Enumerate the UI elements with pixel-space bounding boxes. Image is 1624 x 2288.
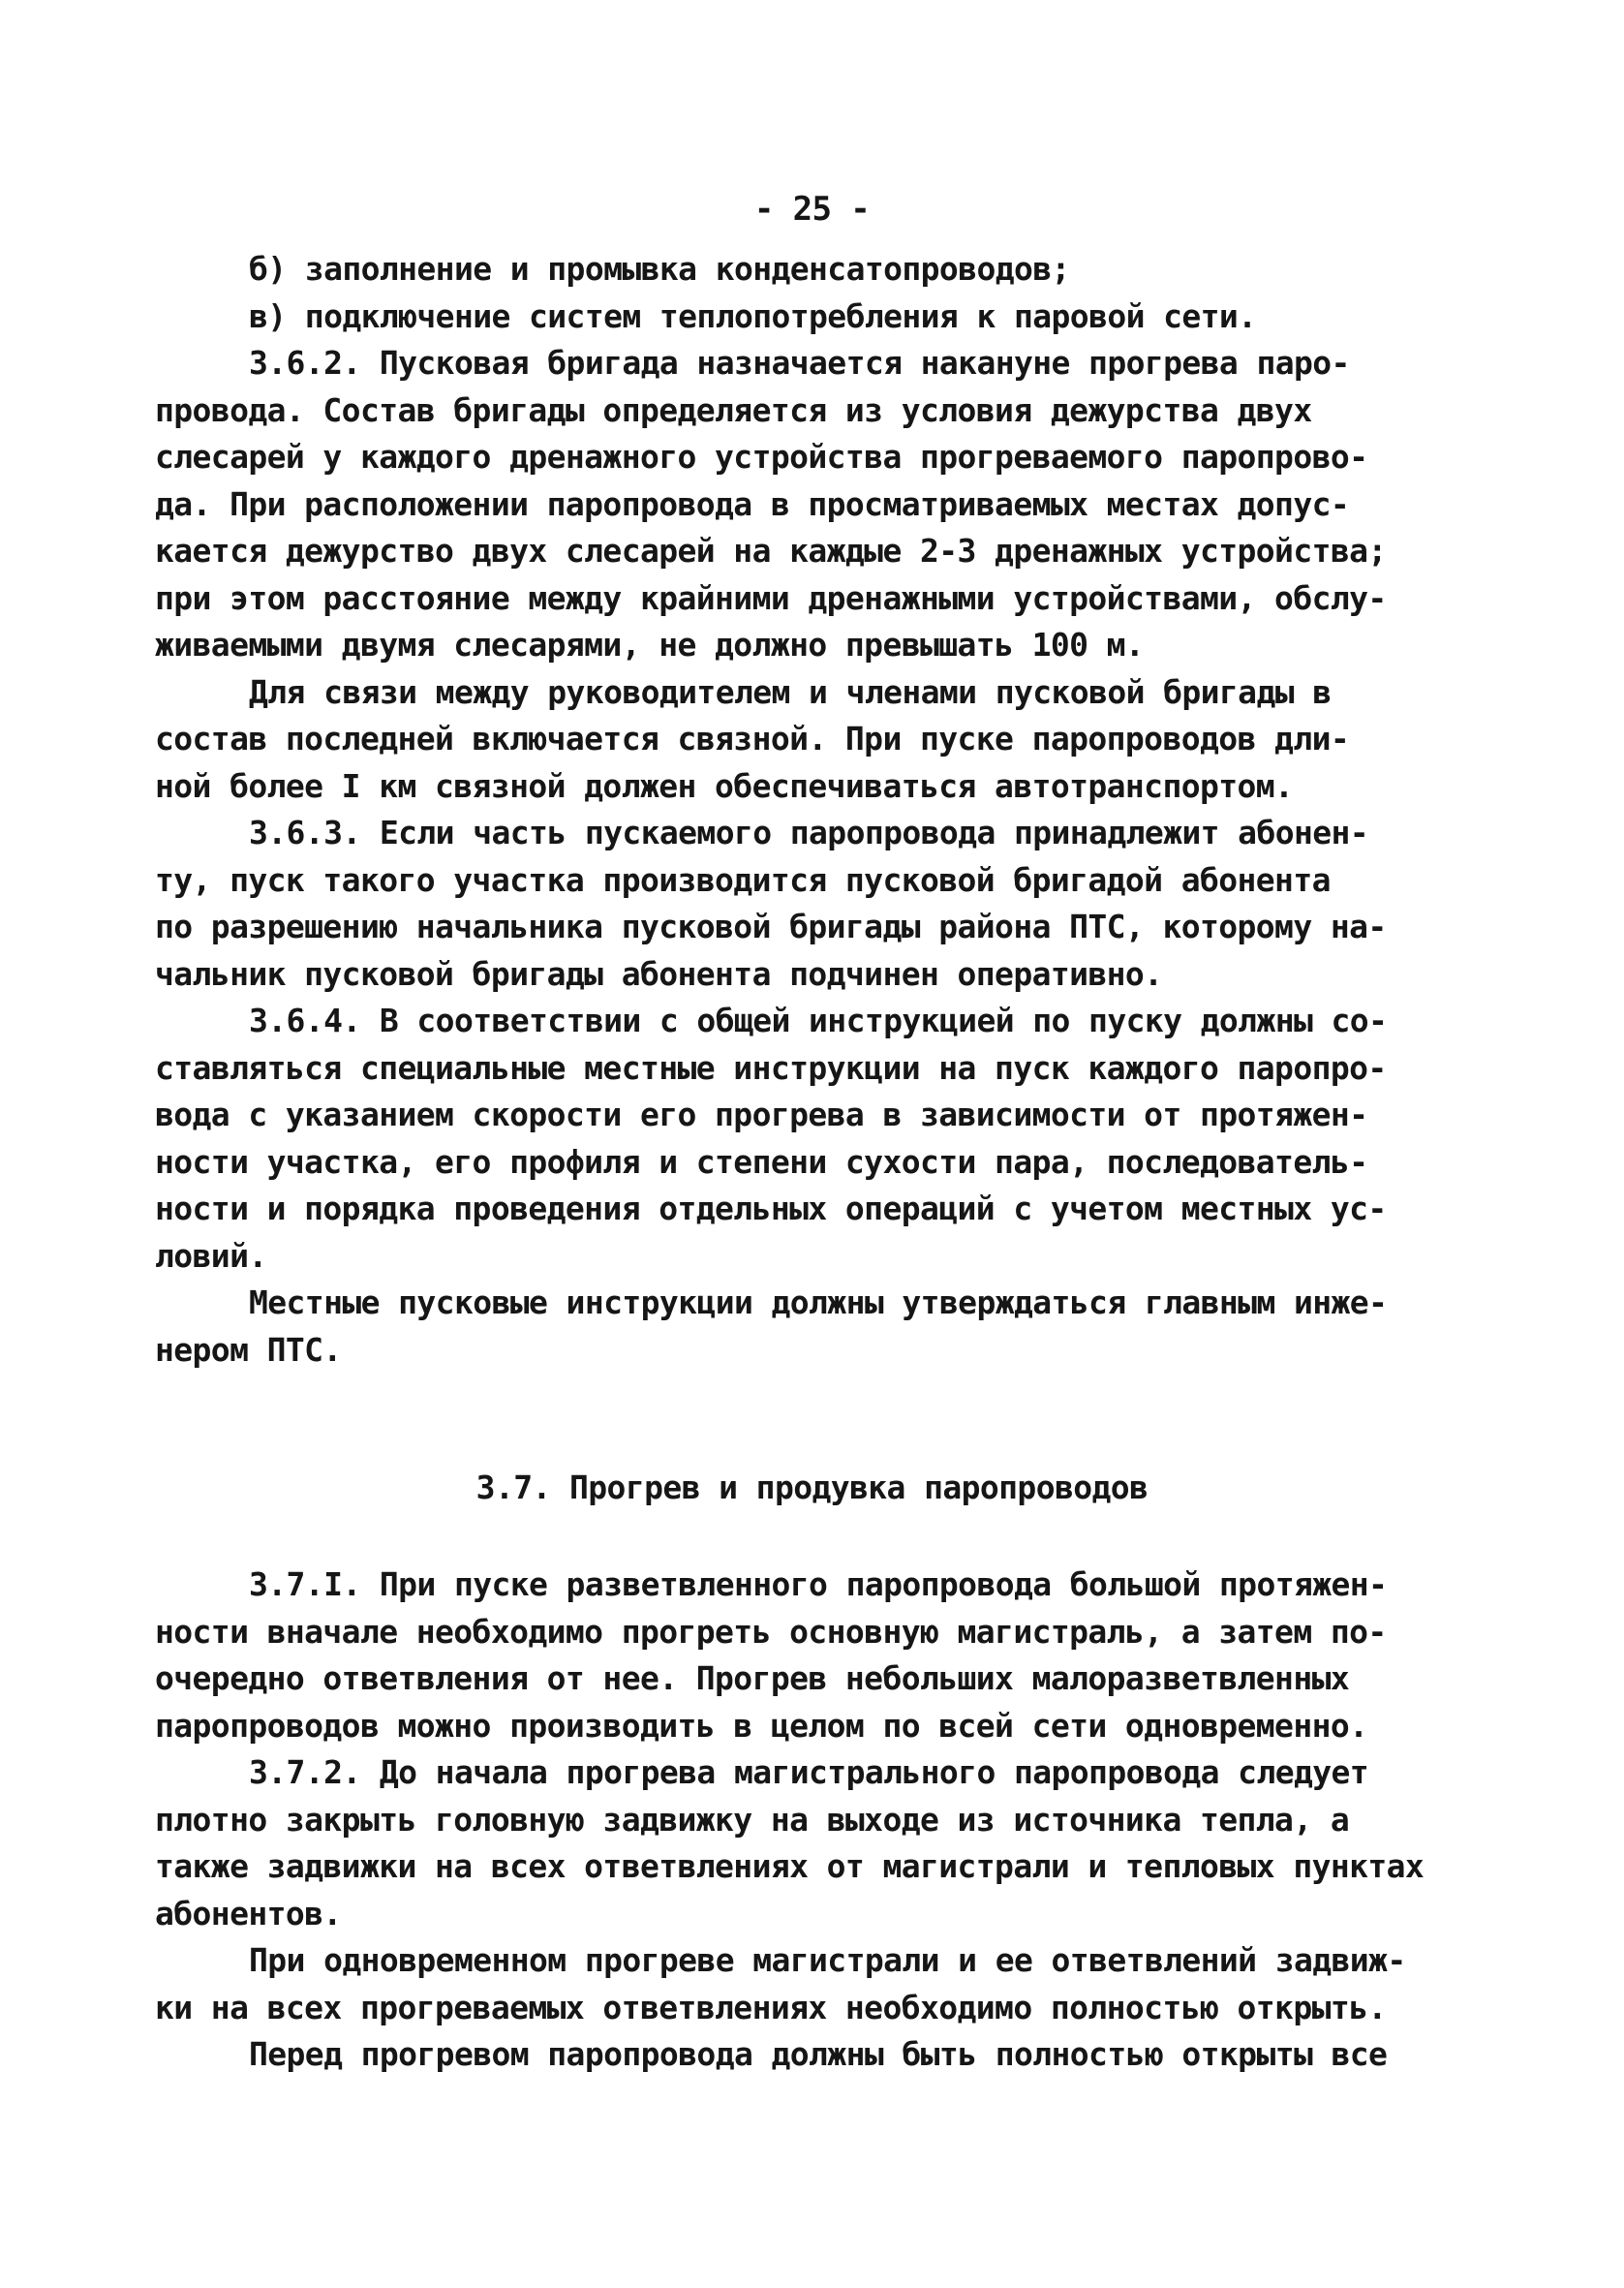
text-line: абонентов. [155, 1894, 342, 1932]
section-heading: 3.7. Прогрев и продувка паропроводов [475, 1469, 1149, 1506]
text-line: да. При расположении паропровода в просматриваемых местах допус- [155, 484, 1350, 523]
text-line: б) заполнение и промывка конденсатопроводов; [249, 250, 1070, 288]
paragraph-3-6-2-start: 3.6.2. Пусковая бригада назначается накануне прогрева паро- [249, 344, 1350, 382]
text-line: ставляться специальные местные инструкции на пуск каждого паропро- [155, 1048, 1387, 1087]
text-line: кается дежурство двух слесарей на каждые 2-3 дренажных устройства; [155, 532, 1387, 570]
text-line: ности и порядка проведения отдельных операций с учетом местных ус- [155, 1190, 1387, 1227]
text-line: живаемыми двумя слесарями, не должно превышать 100 м. [155, 626, 1145, 664]
text-line: чальник пусковой бригады абонента подчинен оперативно. [155, 954, 1163, 993]
paragraph-3-7-2-start: 3.7.2. До начала прогрева магистрального паропровода следует [249, 1753, 1369, 1791]
section-3-7-text [155, 1561, 1501, 2079]
text-line: также задвижки на всех ответвлениях от магистрали и тепловых пунктах [155, 1847, 1425, 1885]
page-number: - 25 - [753, 190, 871, 229]
text-line: паропроводов можно производить в целом по всей сети одновременно. [155, 1706, 1368, 1745]
text-line: плотно закрыть головную задвижку на выходе из источника тепла, а [155, 1800, 1350, 1839]
text-line: ной более I км связной должен обеспечиваться автотранспортом. [155, 766, 1294, 805]
text-line: по разрешению начальника пусковой бригады района ПТС, которому на- [155, 908, 1387, 945]
text-line: ки на всех прогреваемых ответвлениях необходимо полностью открыть. [155, 1988, 1387, 2026]
text-line: при этом расстояние между крайними дренажными устройствами, обслу- [155, 578, 1387, 617]
text-line: в) подключение систем теплопотребления к паровой сети. [249, 296, 1257, 335]
paragraph-simultaneous-heating-start: При одновременном прогреве магистрали и ее ответвлений задвиж- [249, 1941, 1406, 1979]
text-line: состав последней включается связной. При пуске паропроводов дли- [155, 720, 1350, 758]
text-line: нером ПТС. [155, 1330, 342, 1369]
paragraph-communication-start: Для связи между руководителем и членами пусковой бригады в [249, 672, 1332, 711]
text-line: очередно ответвления от нее. Прогрев небольших малоразветвленных [155, 1659, 1350, 1697]
paragraph-3-6-3-start: 3.6.3. Если часть пускаемого паропровода принадлежит абонен- [249, 814, 1369, 851]
section-3-6-text [155, 246, 1501, 1374]
text-line: ности участка, его профиля и степени сухости пара, последователь- [155, 1142, 1368, 1181]
text-line: ности вначале необходимо прогреть основную магистраль, а затем по- [155, 1612, 1387, 1651]
text-line: слесарей у каждого дренажного устройства прогреваемого паропрово- [155, 438, 1368, 476]
paragraph-before-heating-start: Перед прогревом паропровода должны быть полностью открыты все [249, 2035, 1388, 2073]
text-line: вода с указанием скорости его прогрева в зависимости от протяжен- [155, 1096, 1368, 1133]
paragraph-3-7-1-start: 3.7.I. При пуске разветвленного паропровода большой протяжен- [249, 1565, 1388, 1603]
text-line: ловий. [155, 1236, 267, 1275]
text-line: провода. Состав бригады определяется из условия дежурства двух [155, 390, 1312, 429]
paragraph-3-6-4-start: 3.6.4. В соответствии с общей инструкцией по пуску должны со- [249, 1002, 1388, 1039]
paragraph-local-instructions-start: Местные пусковые инструкции должны утверждаться главным инже- [249, 1283, 1388, 1321]
text-line: ту, пуск такого участка производится пусковой бригадой абонента [155, 860, 1331, 899]
